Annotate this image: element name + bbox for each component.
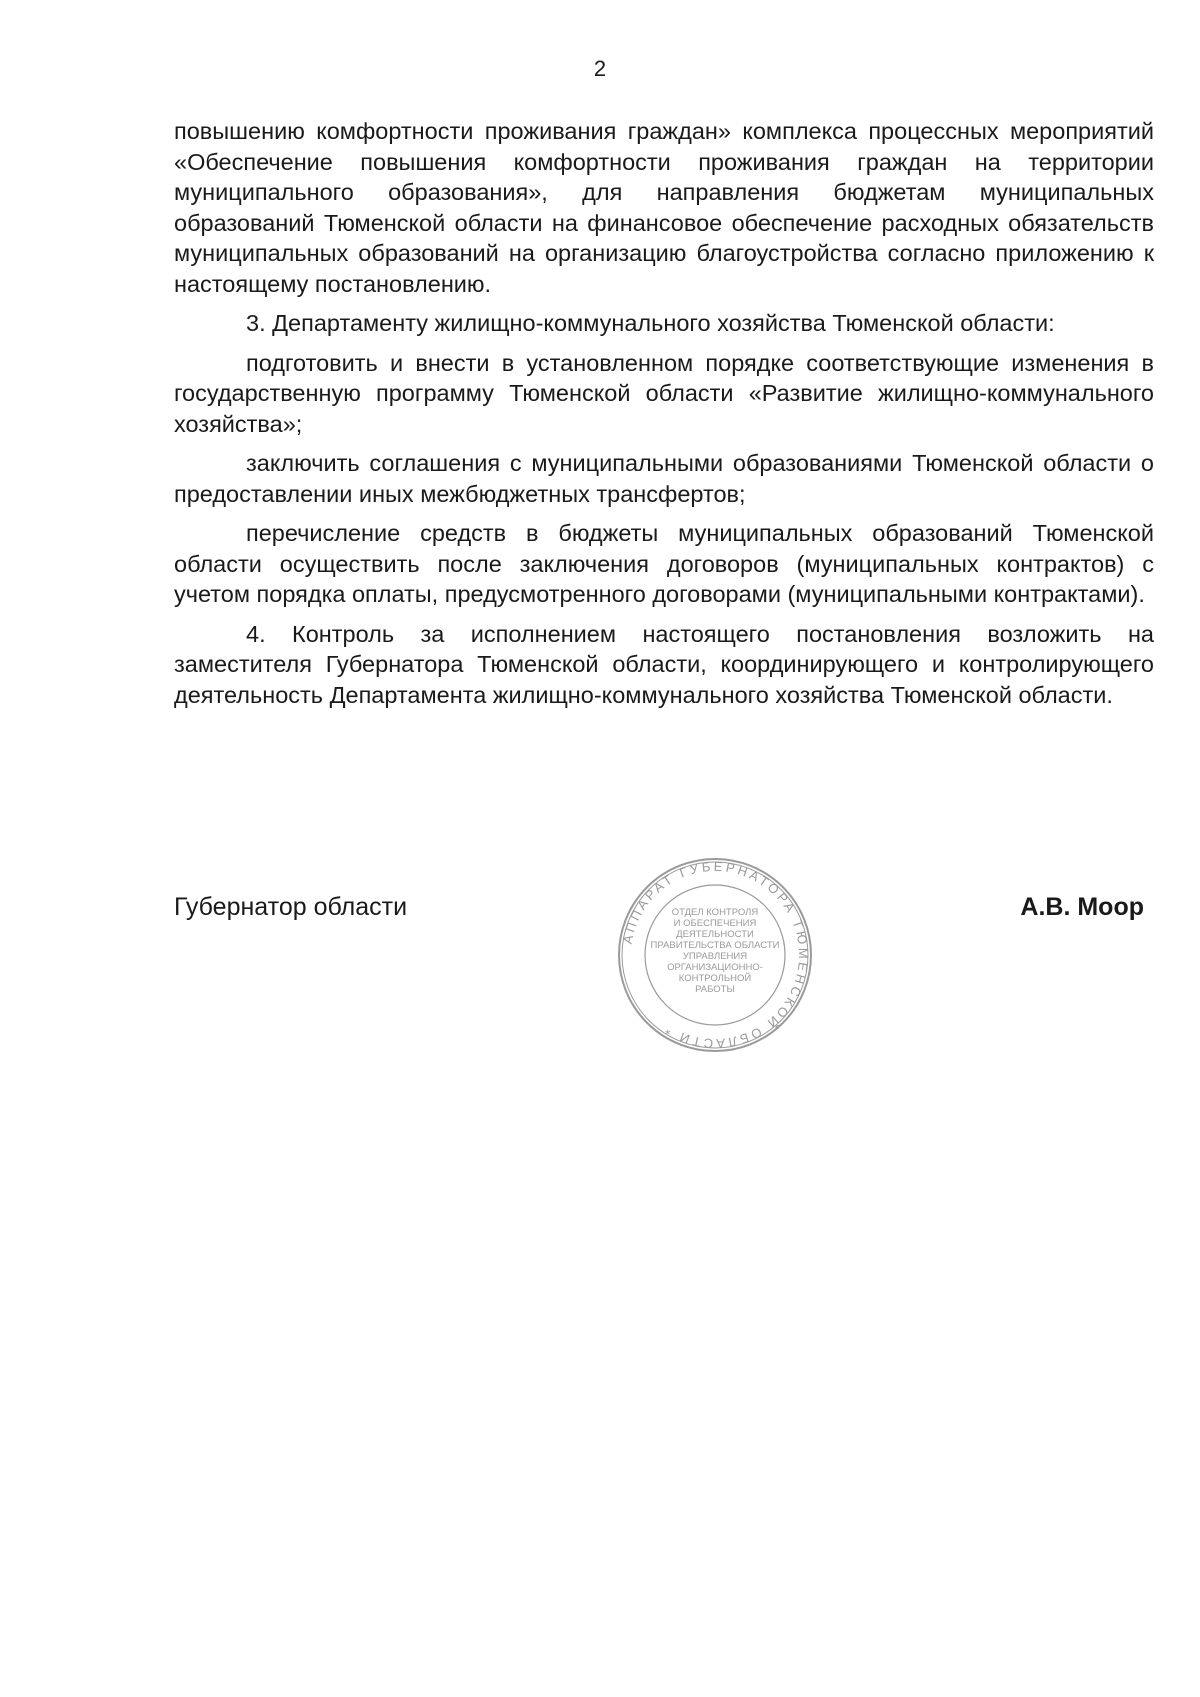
- document-body: [174, 116, 1154, 719]
- paragraph-continuation: повышению комфортности проживания граждан» комплекса процессных мероприятий «Обеспечение повышения комфортности проживания граждан на территории муниципального образования», для направления бюджетам муниципальных образований Тюменской области на финансовое обеспечение расходных обязательств муниципальных образований на организацию благоустройства согласно приложению к настоящему постановлению.: [174, 118, 1154, 297]
- signer-title: Губернатор области: [174, 893, 408, 921]
- seal-inner-line: РАБОТЫ: [695, 984, 735, 995]
- seal-inner-line: И ОБЕСПЕЧЕНИЯ: [673, 918, 757, 929]
- seal-inner-line: ОТДЕЛ КОНТРОЛЯ: [671, 907, 759, 918]
- svg-text:АППАРАТ ГУБЕРНАТОРА ТЮМЕНСКОЙ: АППАРАТ ГУБЕРНАТОРА ТЮМЕНСКОЙ ОБЛАСТИ *: [619, 858, 812, 1052]
- paragraph-item-3: 3. Департаменту жилищно-коммунального хозяйства Тюменской области:: [246, 310, 1055, 336]
- seal-inner-line: ДЕЯТЕЛЬНОСТИ: [676, 929, 754, 940]
- paragraph-transfer-funds: перечисление средств в бюджеты муниципальных образований Тюменской области осуществить после заключения договоров (муниципальных контрактов) с учетом порядка оплаты, предусмотренного договорами (муниципальными контрактами).: [174, 520, 1154, 607]
- seal-inner-line: ПРАВИТЕЛЬСТВА ОБЛАСТИ: [650, 940, 780, 951]
- signer-name: А.В. Моор: [1020, 893, 1144, 921]
- seal-inner-line: УПРАВЛЕНИЯ: [682, 951, 748, 962]
- seal-inner-line: ОРГАНИЗАЦИОННО-: [667, 962, 763, 973]
- seal-inner-line: КОНТРОЛЬНОЙ: [678, 973, 752, 984]
- official-seal: [615, 855, 815, 1055]
- paragraph-item-4: 4. Контроль за исполнением настоящего постановления возложить на заместителя Губернатора Тюменской области, координирующего и контролирующего деятельность Департамента жилищно-коммунального хозяйства Тюменской области.: [174, 620, 1154, 708]
- paragraph-agreements: заключить соглашения с муниципальными образованиями Тюменской области о предоставлении иных межбюджетных трансфертов;: [174, 450, 1154, 507]
- paragraph-prepare-changes: подготовить и внести в установленном порядке соответствующие изменения в государственную программу Тюменской области «Развитие жилищно-коммунального хозяйства»;: [174, 349, 1154, 437]
- page-number: 2: [593, 56, 607, 81]
